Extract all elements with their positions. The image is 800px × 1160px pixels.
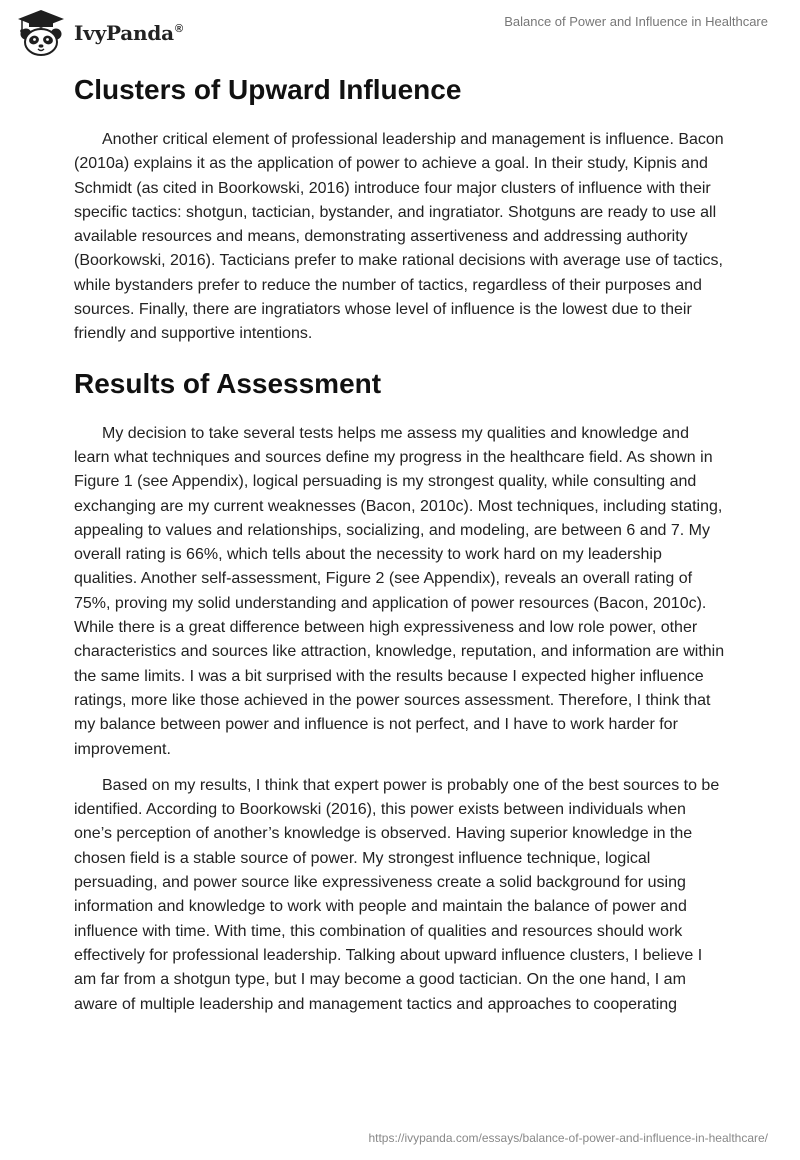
section-heading: Results of Assessment [74,367,382,399]
page-header [0,0,800,60]
paragraph: Another critical element of professional leadership and management is influence. Bacon (2010a) explains it as the application of power to achieve a goal. In their study, Kipnis and Schmidt (as cited in Boorkowski, 2016) introduce four major clusters of influence with their specific tactics: shotgun, tactician, bystander, and ingratiator. Shotguns are ready to use all available resources and means, demonstrating assertiveness and addressing authority (Boorkowski, 2016). Tacticians prefer to make rational decisions with average use of tactics, while bystanders prefer to reduce the number of tactics, regardless of their purposes and sources. Finally, there are ingratiators whose level of influence is the lowest due to their friendly and supportive intentions. [74,131,724,343]
essay-content [74,70,728,1029]
document-title: Balance of Power and Influence in Healthcare [504,14,768,29]
paragraph: My decision to take several tests helps me assess my qualities and knowledge and learn what techniques and sources define my progress in the healthcare field. As shown in Figure 1 (see Appendix), logical persuading is my strongest quality, while consulting and exchanging are my current weaknesses (Bacon, 2010c). Most techniques, including stating, appealing to values and relationships, socializing, and modeling, are between 6 and 7. My overall rating is 66%, which tells about the necessity to work hard on my leadership qualities. Another self-assessment, Figure 2 (see Appendix), reveals an overall rating of 75%, proving my solid understanding and application of power resources (Bacon, 2010c). While there is a great difference between high expressiveness and low role power, other characteristics and sources like attraction, knowledge, reputation, and information are within the same limits. I was a bit surprised with the results because I expected higher influence ratings, more like those achieved in the power sources assessment. Therefore, I think that my balance between power and influence is not perfect, and I have to work harder for improvement. [74,424,725,758]
source-url[interactable]: https://ivypanda.com/essays/balance-of-power-and-influence-in-healthcare/ [368,1131,768,1145]
registered-mark: ® [174,23,183,36]
ivypanda-logo[interactable] [14,8,183,58]
paragraph: Based on my results, I think that expert power is probably one of the best sources to be identified. According to Boorkowski (2016), this power exists between individuals when one’s perception of another’s knowledge is observed. Having superior knowledge in the chosen field is a stable source of power. My strongest influence technique, logical persuading, and power source like expressiveness create a solid background for using information and knowledge to work with people and maintain the balance of power and influence with time. With time, this combination of qualities and resources should work effectively for professional leadership. Talking about upward influence clusters, I believe I am far from a shotgun type, but I may become a good tactician. On the one hand, I am aware of multiple leadership and management tactics and approaches to cooperating [74,776,720,1013]
brand-name: IvyPanda® [74,21,183,45]
section-heading: Clusters of Upward Influence [74,74,462,105]
panda-graduate-icon [14,8,68,58]
